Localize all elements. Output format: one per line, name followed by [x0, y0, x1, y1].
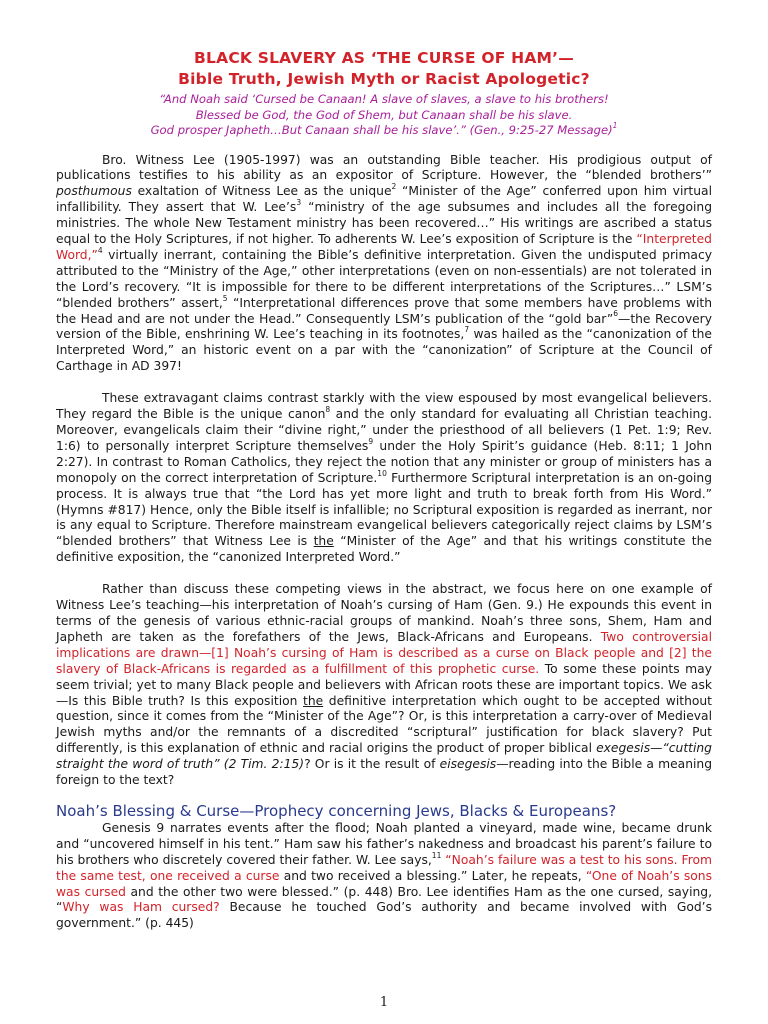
footnote-ref-7[interactable]: 7: [464, 325, 470, 335]
footnote-ref-3[interactable]: 3: [296, 198, 302, 208]
footnote-ref-9[interactable]: 9: [368, 436, 374, 446]
highlight-why-ham-cursed: Why was Ham cursed?: [62, 900, 220, 915]
highlight-noah-failure: “Noah’s failure was a test to his sons. From the same test, one received a curse: [56, 852, 712, 883]
footnote-ref-5[interactable]: 5: [222, 293, 228, 303]
highlight-interpreted-word: “Interpreted Word,”: [56, 232, 712, 262]
underlined-the: the: [313, 534, 334, 549]
title-line-2: Bible Truth, Jewish Myth or Racist Apologetic?: [178, 70, 590, 88]
footnote-ref-10[interactable]: 10: [377, 468, 387, 478]
emphasis-exegesis: exegesis: [596, 741, 651, 756]
emphasis-quote-2tim: “cutting straight the word of truth” (2 Tim. 2:15): [56, 741, 712, 772]
paragraph-2: These extravagant claims contrast starkly with the view espoused by most evangelical believers. They regard the Bible is the unique canon$^8$ and the only standard for evaluating all Christian teaching. Moreover, evangelicals claim their “divine right,” under the priesthood of all believers (1 Pet. 1:9; Rev. 1:6) to personally interpret Scripture themselves$^9$ under the Holy Spirit’s guidance (Heb. 8:11; 1 John 2:27). In contrast to Roman Catholics, they reject the notion that any minister or group of ministers has a monopoly on the correct interpretation of Scripture.$^{10}$ Furthermore Scriptural interpretation is an on-going process. It is always true that “the Lord has yet more light and truth to break forth from His Word.” (Hymns #817) Hence, only the Bible itself is infallible; no Scriptural exposition is regarded as inerrant, nor is any equal to Scripture. Therefore mainstream evangelical believers categorically reject claims by LSM’s “blended brothers” that Witness Lee is the “Minister of the Age” and that his writings constitute the definitive exposition, the “canonized Interpreted Word.”: [56, 391, 713, 565]
underlined-the: the: [303, 693, 324, 708]
title-line-1: BLACK SLAVERY AS ‘THE CURSE OF HAM’—: [194, 49, 574, 67]
page-number: 1: [379, 995, 389, 1010]
footnote-ref-4[interactable]: 4: [97, 245, 103, 255]
section-heading: Noah’s Blessing & Curse—Prophecy concerning Jews, Blacks & Europeans?: [56, 801, 617, 820]
epigraph-line-3: God prosper Japheth…But Canaan shall be his slave’.” (Gen., 9:25-27 Message)$^1$: [150, 121, 618, 137]
paragraph-1: Bro. Witness Lee (1905-1997) was an outstanding Bible teacher. His prodigious output of publications testifies to his ability as an expositor of Scripture. However, the “blended brothers’” posthumous exaltation of Witness Lee as the unique$^2$ “Minister of the Age” conferred upon him virtual infallibility. They assert that W. $Lee’s^3$ “ministry of the age subsumes and includes all the foregoing ministries. The whole New Testament ministry has been recovered…” His writings are ascribed a status equal to the Holy Scriptures, if not higher. To adherents W. Lee’s exposition of Scripture is the “Interpreted Word,”$^4$ virtually inerrant, containing the Bible’s definitive interpretation. Given the undisputed primacy attributed to the “Ministry of the Age,” other interpretations (even on non-essentials) are not tolerated in the Lord’s recovery. “It is impossible for there to be different interpretations of the Scriptures…” LSM’s “blended brothers” assert,$^5$ “Interpretational differences prove that some members have problems with the Head and are not under the Head.” Consequently LSM’s publication of the “gold bar”$^6$—the Recovery version of the Bible, enshrining W. Lee’s teaching in its footnotes,$^7$ was hailed as the “canonization of the Interpreted Word,” an historic event on a par with the “canonization” of Scripture at the Council of Carthage in AD 397!: [56, 152, 713, 374]
footnote-ref-8[interactable]: 8: [325, 405, 331, 414]
footnote-ref-6[interactable]: 6: [613, 309, 619, 319]
emphasis-eisegesis: eisegesis: [439, 757, 497, 772]
footnote-ref-1[interactable]: 1: [612, 121, 618, 131]
epigraph-line-1: “And Noah said ‘Cursed be Canaan! A slave of slaves, a slave to his brothers!: [159, 92, 609, 106]
epigraph: [56, 92, 712, 139]
paragraph-3: Rather than discuss these competing views in the abstract, we focus here on one example of Witness Lee’s teaching—his interpretation of Noah’s cursing of Ham (Gen. 9.) He expounds this event in terms of the genesis of various ethnic-racial groups of mankind. Noah’s three sons, Shem, Ham and Japheth are taken as the forefathers of the Jews, Black-Africans and Europeans. Two controversial implications are drawn—[1] Noah’s cursing of Ham is described as a curse on Black people and [2] the slavery of Black-Africans is regarded as a fulfillment of this prophetic curse. To some these points may seem trivial; yet to many Black people and believers with African roots these are important topics. We ask—Is this Bible truth? Is this exposition the definitive interpretation which ought to be accepted without question, since it comes from the “Minister of the Age”? Or, is this interpretation a carry-over of Medieval Jewish myths and/or the remnants of a discredited “scriptural” justification for black slavery? Put differently, is this explanation of ethnic and racial origins the product of proper biblical exegesis—“cutting straight the word of truth” (2 Tim. 2:15)? Or is it the result of eisegesis—reading into the Bible a meaning foreign to the text?: [56, 582, 713, 788]
emphasis-posthumous: posthumous: [56, 184, 132, 199]
highlight-implications: Two controversial implications are drawn—[1] Noah’s cursing of Ham is described as a curse on Black people and [2] the slavery of Black-Africans is regarded as a fulfillment of this prophetic curse.: [56, 629, 713, 676]
footnote-ref-2[interactable]: 2: [391, 182, 397, 192]
paragraph-4: Genesis 9 narrates events after the flood; Noah planted a vineyard, made wine, became drunk and “uncovered himself in his tent.” Ham saw his father’s nakedness and broadcast his parent’s failure to his brothers who discretely covered their father. W. Lee says,$^{11}$ “Noah’s failure was a test to his sons. From the same test, one received a curse and two received a blessing.” Later, he repeats, “One of Noah’s sons was cursed and the other two were blessed.” (p. 448) Bro. Lee identifies Ham as the one cursed, saying, “Why was Ham cursed? Because he touched God’s authority and became involved with God’s government.” (p. 445): [56, 820, 712, 931]
epigraph-line-2: Blessed be God, the God of Shem, but Canaan shall be his slave.: [195, 107, 573, 122]
highlight-son-cursed: “One of Noah’s sons was cursed: [56, 868, 712, 899]
footnote-ref-11[interactable]: 11: [431, 850, 442, 860]
